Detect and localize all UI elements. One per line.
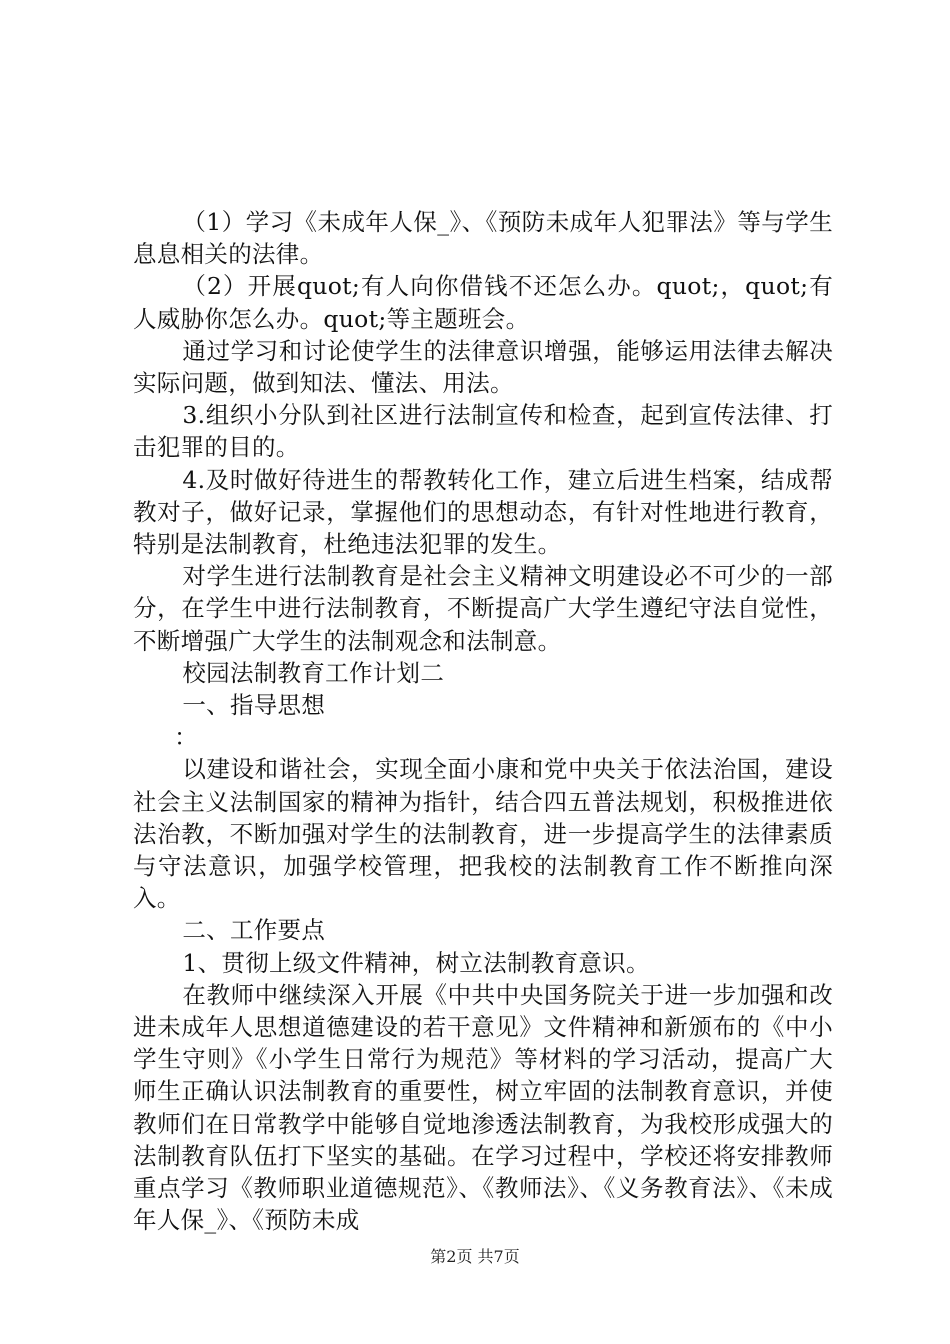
paragraph-guiding-ideology: 以建设和谐社会，实现全面小康和党中央关于依法治国，建设社会主义法制国家的精神为指针，结合四五普法规划，积极推进依法治教，不断加强对学生的法制教育，进一步提高学生的法律素质与守法意识，加强学校管理，把我校的法制教育工作不断推向深入。	[133, 755, 833, 913]
paragraph-teacher-study: 在教师中继续深入开展《中共中央国务院关于进一步加强和改进未成年人思想道德建设的若干意见》文件精神和新颁布的《中小学生守则》《小学生日常行为规范》等材料的学习活动，提高广大师生正确认识法制教育的重要性，树立牢固的法制教育意识，并使教师们在日常教学中能够自觉地渗透法制教育，为我校形成强大的法制教育队伍打下坚实的基础。在学习过程中，学校还将安排教师重点学习《教师职业道德规范》、《教师法》、《义务教育法》、《未成年人保_》、《预防未成	[133, 980, 833, 1235]
paragraph-study-laws: （1）学习《未成年人保_》、《预防未成年人犯罪法》等与学生息息相关的法律。	[133, 208, 833, 269]
colon-line: ：	[174, 723, 198, 752]
heading-guiding-ideology: 一、指导思想	[182, 691, 326, 720]
section-title-plan-two: 校园法制教育工作计划二	[182, 658, 445, 687]
page-footer	[0, 1244, 950, 1267]
page-indicator: 第2页 共7页	[430, 1247, 520, 1266]
document-body	[133, 206, 833, 1237]
heading-work-points: 二、工作要点	[182, 916, 326, 945]
paragraph-summary: 对学生进行法制教育是社会主义精神文明建设必不可少的一部分，在学生中进行法制教育，不断提高广大学生遵纪守法自觉性，不断增强广大学生的法制观念和法制意。	[133, 562, 833, 655]
paragraph-class-meeting: （2）开展quot;有人向你借钱不还怎么办。quot;，quot;有人威胁你怎么办。quot;等主题班会。	[133, 272, 833, 333]
subheading-implement-documents: 1、贯彻上级文件精神，树立法制教育意识。	[182, 948, 650, 977]
paragraph-student-help: 4.及时做好待进生的帮教转化工作，建立后进生档案，结成帮教对子，做好记录，掌握他们的思想动态，有针对性地进行教育，特别是法制教育，杜绝违法犯罪的发生。	[133, 465, 833, 559]
paragraph-community-team: 3.组织小分队到社区进行法制宣传和检查，起到宣传法律、打击犯罪的目的。	[133, 401, 833, 462]
paragraph-legal-awareness: 通过学习和讨论使学生的法律意识增强，能够运用法律去解决实际问题，做到知法、懂法、用法。	[133, 336, 833, 398]
